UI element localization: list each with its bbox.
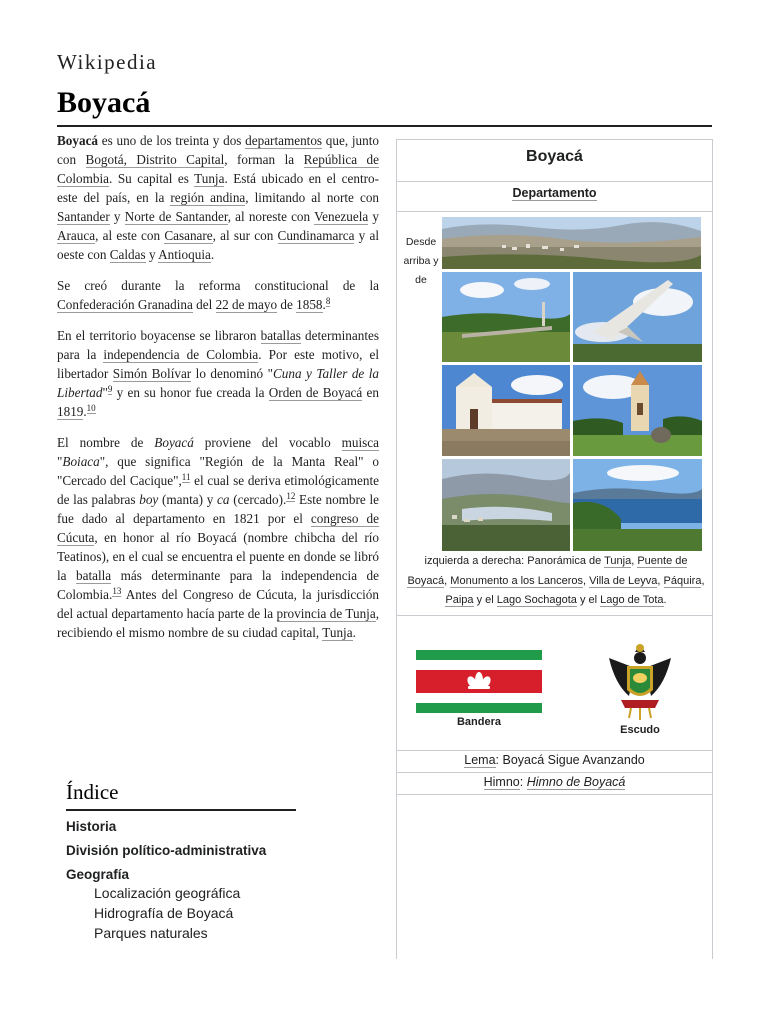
- paragraph-creation: Se creó durante la reforma constitucional de la Confederación Granadina del 22 de mayo de 1858.$^8$: [57, 278, 379, 312]
- reference-link[interactable]: 11: [181, 471, 191, 482]
- table-of-contents: [66, 780, 298, 943]
- wiki-link[interactable]: Orden de Boyacá: [268, 385, 363, 400]
- coat-of-arms-of-boyaca[interactable]: [607, 638, 673, 722]
- anthem-key-link[interactable]: Himno: [483, 775, 520, 789]
- infobox-divider: [397, 750, 712, 751]
- wiki-link[interactable]: muisca: [341, 435, 379, 450]
- wikipedia-wordmark[interactable]: Wikipedia: [57, 50, 158, 74]
- wiki-link[interactable]: República de Colombia: [57, 152, 379, 186]
- reference[interactable]: [87, 403, 96, 414]
- toc-item[interactable]: División político-administrativa: [66, 843, 267, 858]
- wiki-link[interactable]: Arauca: [57, 228, 96, 243]
- wiki-link[interactable]: 22 de mayo: [215, 297, 278, 312]
- page-title: Boyacá: [57, 86, 151, 119]
- flag-label[interactable]: Bandera: [456, 716, 502, 728]
- toc-item[interactable]: Historia: [66, 819, 117, 834]
- reference[interactable]: [326, 296, 331, 307]
- wiki-link[interactable]: Lago Sochagota: [496, 594, 577, 606]
- flag-of-boyaca[interactable]: [416, 650, 542, 713]
- wiki-link[interactable]: Simón Bolívar: [112, 366, 192, 381]
- reference-link[interactable]: 13: [112, 585, 122, 596]
- wiki-link[interactable]: Antioquia: [158, 247, 211, 262]
- wiki-link[interactable]: Bogotá, Distrito Capital: [85, 152, 225, 167]
- wiki-link[interactable]: Cundinamarca: [277, 228, 355, 243]
- wiki-link[interactable]: Tunja: [194, 171, 225, 186]
- italic-term: ca: [217, 492, 230, 507]
- wiki-link[interactable]: Puente de Boyacá: [407, 555, 688, 587]
- reference[interactable]: [108, 384, 113, 395]
- wiki-link[interactable]: independencia de Colombia: [103, 347, 259, 362]
- toc-item[interactable]: Hidrografía de Boyacá: [94, 905, 234, 921]
- bold-term: Boyacá: [57, 133, 99, 148]
- wiki-link[interactable]: departamentos: [245, 133, 323, 148]
- wiki-link[interactable]: Venezuela: [314, 209, 369, 224]
- toc-title: Índice: [66, 780, 296, 811]
- paragraph-independence: En el territorio boyacense se libraron batallas determinantes para la independencia de Colombia. Por este motivo, el libertador Simón Bolívar lo denominó "Cuna y Taller de la Libertad"$^9$ y en su honor fue creada la Orden de Boyacá en 1819.10: [57, 328, 380, 419]
- infobox-title: Boyacá: [526, 148, 583, 165]
- anthem-value-link[interactable]: Himno de Boyacá: [526, 775, 626, 789]
- wiki-link[interactable]: Santander: [57, 209, 110, 224]
- reference-link[interactable]: 10: [86, 402, 96, 413]
- photo-paquira[interactable]: [573, 365, 702, 456]
- wiki-link[interactable]: 1819: [57, 404, 84, 419]
- anthem-separator: :: [519, 775, 527, 789]
- infobox-divider: [397, 615, 712, 616]
- wiki-link[interactable]: Páquira: [663, 574, 702, 587]
- wiki-link[interactable]: Paipa: [445, 594, 474, 606]
- wiki-link[interactable]: Tunja: [322, 625, 353, 640]
- infobox-image-caption: izquierda a derecha: Panorámica de Tunja, Puente de Boyacá, Monumento a los Lanceros, Villa de Leyva, Páquira, Paipa y el Lago Sochagota y el Lago de Tota.: [407, 555, 705, 606]
- photo-puente-de-boyaca[interactable]: [442, 272, 570, 362]
- motto-key-link[interactable]: Lema: [464, 753, 496, 767]
- wiki-link[interactable]: Tunja: [604, 555, 632, 567]
- reference-link[interactable]: 9: [107, 383, 113, 394]
- motto-value: : Boyacá Sigue Avanzando: [495, 753, 645, 767]
- photo-monumento-lanceros[interactable]: [573, 272, 702, 362]
- italic-term: boy: [139, 492, 159, 507]
- italic-term: Cuna y Taller de la Libertad: [57, 366, 380, 400]
- infobox-anthem: [397, 775, 712, 789]
- title-divider: [57, 125, 712, 127]
- italic-term: Boyacá: [154, 435, 194, 450]
- wiki-link[interactable]: Lago de Tota: [600, 594, 664, 606]
- paragraph-intro: Boyacá es uno de los treinta y dos departamentos que, junto con Bogotá, Distrito Capital, forman la República de Colombia. Su capital es Tunja. Está ubicado en el centro-este del país, en la región andina, limitando al norte con Santander y Norte de Santander, al noreste con Venezuela y Arauca, al este con Casanare, al sur con Cundinamarca y al oeste con Caldas y Antioquia.: [57, 133, 380, 262]
- wiki-link[interactable]: Caldas: [109, 247, 146, 262]
- reference[interactable]: [112, 586, 121, 597]
- wiki-link[interactable]: Confederación Granadina: [57, 297, 193, 312]
- infobox: [396, 139, 713, 959]
- infobox-subtitle-link[interactable]: Departamento: [512, 186, 597, 200]
- photo-paipa[interactable]: [442, 459, 570, 551]
- toc-item[interactable]: Geografía: [66, 867, 130, 882]
- reference[interactable]: [182, 472, 191, 483]
- infobox-divider: [397, 794, 712, 795]
- wiki-link[interactable]: provincia de Tunja: [276, 606, 376, 621]
- article-body: [57, 131, 379, 654]
- wiki-link[interactable]: batallas: [260, 328, 301, 343]
- italic-term: Boiaca: [62, 454, 100, 469]
- toc-item[interactable]: Localización geográfica: [94, 885, 241, 901]
- wiki-link[interactable]: batalla: [76, 568, 112, 583]
- photo-lago-de-tota[interactable]: [573, 459, 702, 551]
- infobox-subtitle[interactable]: [397, 186, 712, 200]
- infobox-divider: [397, 772, 712, 773]
- wiki-link[interactable]: Monumento a los Lanceros: [450, 574, 583, 587]
- toc-items: [66, 818, 298, 943]
- infobox-motto: [397, 753, 712, 767]
- reference-link[interactable]: 8: [325, 295, 331, 306]
- reference[interactable]: [286, 491, 295, 502]
- paragraph-etymology: El nombre de Boyacá proviene del vocablo muisca "Boiaca", que significa "Región de la Manta Real" o "Cercado del Cacique",$^{11}$ el cual se deriva etimológicamente de las palabras boy (manta) y ca (cercado).$^{12}$ Este nombre le fue dado al departamento en 1821 por el congreso de Cúcuta, en honor al río Boyacá (nombre chibcha del río Teatinos), en el cual se encuentra el puente en donde se libró la batalla más determinante para la independencia de Colombia.$^{13}$ Antes del Congreso de Cúcuta, la jurisdicción del actual departamento hacía parte de la provincia de Tunja, recibiendo el mismo nombre de su ciudad capital, Tunja.: [57, 435, 379, 640]
- wiki-link[interactable]: 1858: [296, 297, 323, 312]
- photo-villa-de-leyva[interactable]: [442, 365, 570, 456]
- wiki-link[interactable]: Casanare: [164, 228, 213, 243]
- wiki-link[interactable]: Villa de Leyva: [589, 574, 658, 587]
- infobox-divider: [397, 211, 712, 212]
- infobox-divider: [397, 181, 712, 182]
- toc-item[interactable]: Parques naturales: [94, 925, 208, 941]
- wiki-link[interactable]: congreso de Cúcuta: [57, 511, 379, 545]
- image-side-caption: Desde arriba y de: [403, 236, 439, 286]
- coat-of-arms-label[interactable]: Escudo: [620, 724, 660, 736]
- reference-link[interactable]: 12: [286, 490, 296, 501]
- photo-tunja-panorama[interactable]: [442, 217, 701, 269]
- wiki-link[interactable]: región andina: [170, 190, 246, 205]
- wiki-link[interactable]: Norte de Santander: [124, 209, 228, 224]
